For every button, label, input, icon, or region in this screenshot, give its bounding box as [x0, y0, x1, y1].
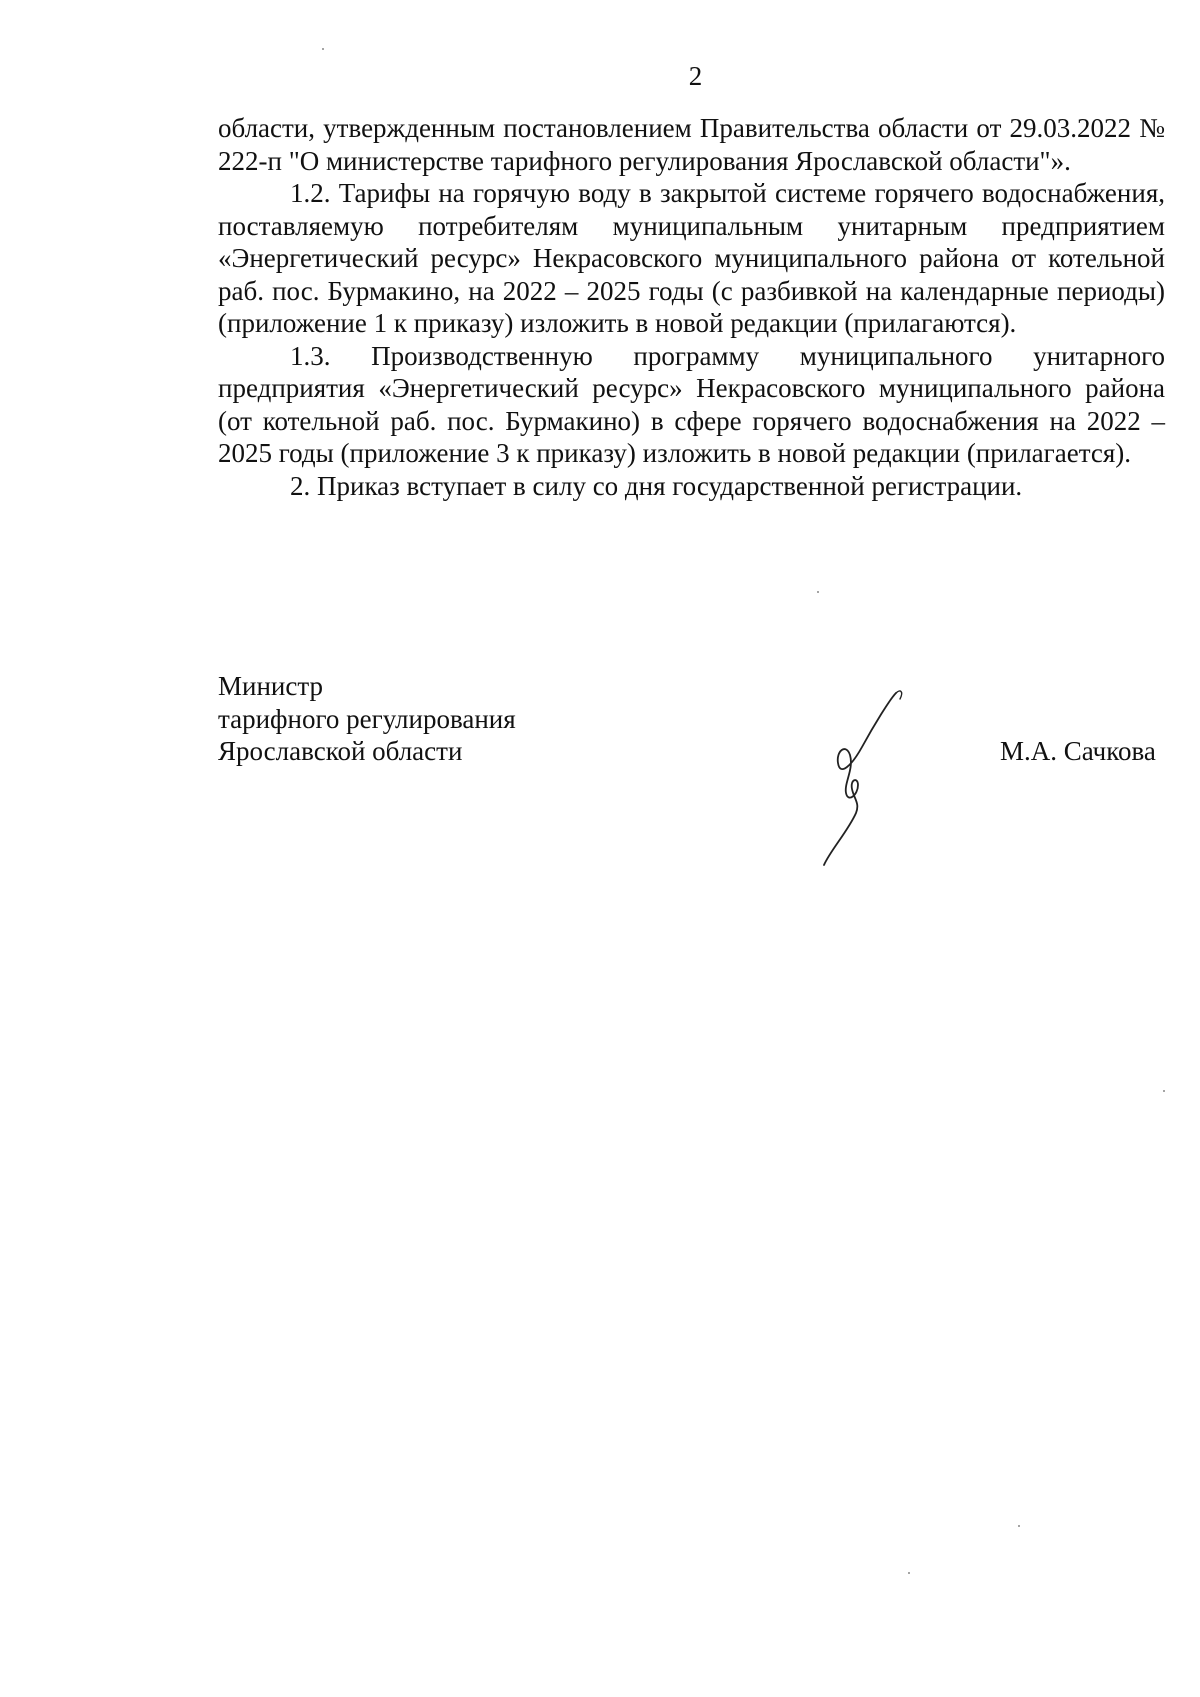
paragraph-1-2: 1.2. Тарифы на горячую воду в закрытой системе горячего водоснабжения, поставляемую потребителям муниципальным унитарным предприятием «Энергетический ресурс» Некрасовского муниципального района от котельной раб. пос. Бурмакино, на 2022 – 2025 годы (с разбивкой на календарные периоды) (приложение 1 к приказу) изложить в новой редакции (прилагаются). — [218, 178, 1165, 338]
document-body — [218, 112, 1165, 502]
scan-speck — [322, 48, 324, 50]
signatory-name: М.А. Сачкова — [1000, 736, 1156, 766]
paragraph-2: 2. Приказ вступает в силу со дня государственной регистрации. — [290, 470, 1023, 501]
page-number: 2 — [688, 61, 703, 91]
scan-speck — [1018, 1525, 1020, 1527]
handwritten-signature — [800, 685, 920, 870]
signatory-title-line-2: тарифного регулирования — [218, 703, 516, 734]
scan-speck — [908, 1572, 910, 1574]
paragraph-1-3: 1.3. Производственную программу муниципального унитарного предприятия «Энергетический ресурс» Некрасовского муниципального района (от котельной раб. пос. Бурмакино) в сфере горячего водоснабжения на 2022 – 2025 годы (приложение 3 к приказу) изложить в новой редакции (прилагается). — [218, 340, 1165, 468]
scan-speck — [817, 591, 819, 593]
paragraph-continuation: области, утвержденным постановлением Правительства области от 29.03.2022 № 222-п "О министерстве тарифного регулирования Ярославской области"». — [218, 113, 1165, 176]
signatory-title-line-3: Ярославской области — [218, 736, 463, 766]
signatory-title-line-1: Министр — [218, 671, 323, 701]
scan-speck — [1163, 1090, 1165, 1092]
signatory-title — [218, 670, 516, 768]
